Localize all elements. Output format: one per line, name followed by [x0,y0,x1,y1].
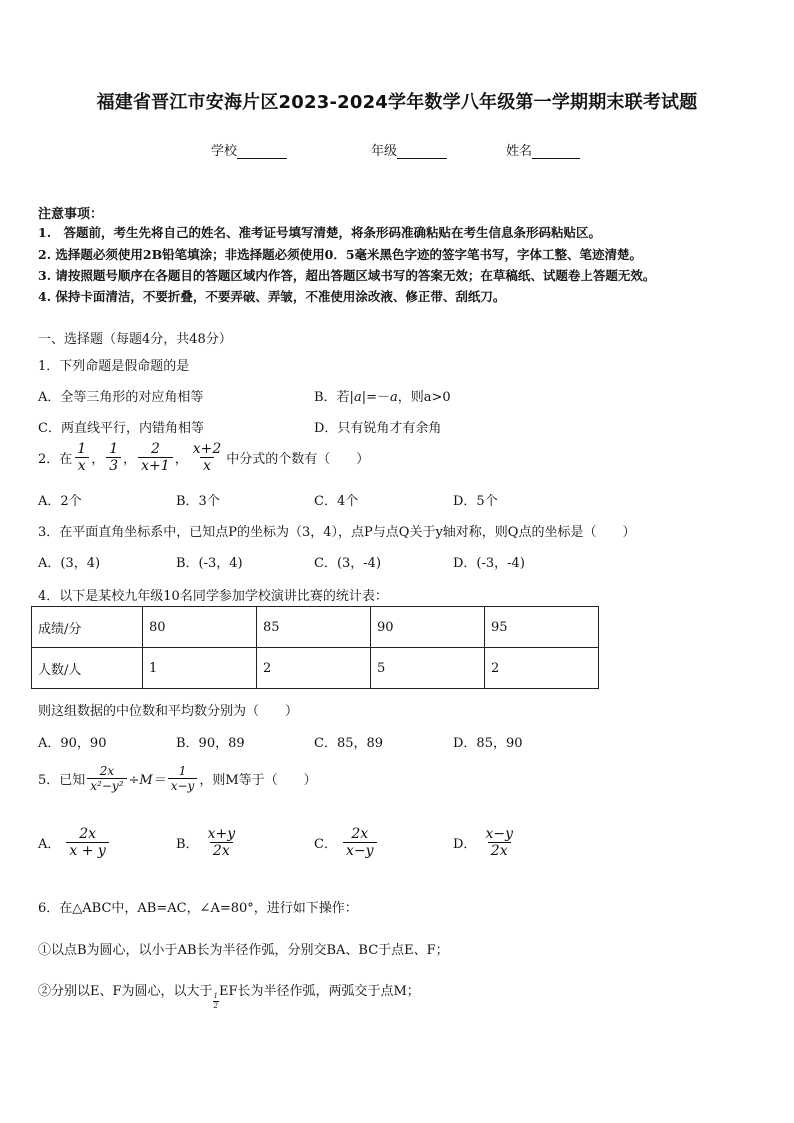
table-cell: 2 [257,648,371,689]
q3-option-c: C．(3，-4) [314,556,382,571]
q5-option-b: B． $\frac{x+y}{2x}$ [176,826,238,859]
table-cell: 1 [143,648,257,689]
grade-blank [397,144,447,159]
q6-step-1: ①以点B为圆心，以小于AB长为半径作弧，分别交BA、BC于点E、F； [38,943,449,958]
fraction: $\frac{2x}{x-y}$ [343,826,377,859]
table-row [32,607,599,648]
q1-option-d: D．只有锐角才有余角 [314,421,442,436]
fraction: $\frac{1}{x}$ [74,441,89,474]
q4-option-d: D．85，90 [453,736,523,751]
fraction: $\frac{2x}{x + y}$ [66,826,108,859]
notice-item: 1. 答题前，考生先将自己的姓名、准考证号填写清楚，将条形码准确粘贴在考生信息条形码粘贴区。 [38,225,602,240]
fraction: $\frac{2x}{\text{x²−y²}}$ [87,764,126,793]
table-cell: 80 [143,607,257,648]
score-table [31,606,599,689]
q3-stem: 3．在平面直角坐标系中，已知点P的坐标为（3，4），点P与点Q关于y轴对称，则Q点的坐标是（ ） [38,525,636,540]
q5-stem: 5．已知 $\frac{2x}{\text{x²−y²}}$ ÷M＝ $\frac{1}{x-y}$ ，则M等于（ ） [38,764,317,793]
q2-option-d: D．5个 [453,494,498,509]
q4-stem: 4．以下是某校九年级10名同学参加学校演讲比赛的统计表： [38,589,388,604]
q5-option-c: C． $\frac{2x}{x-y}$ [314,826,377,859]
table-cell: 2 [485,648,599,689]
q1-stem: 1．下列命题是假命题的是 [38,359,190,374]
fraction: $\frac{x+y}{2x}$ [207,826,236,859]
q4-option-c: C．85，89 [314,736,384,751]
notice-item: 4. 保持卡面清洁，不要折叠，不要弄破、弄皱，不准使用涂改液、修正带、刮纸刀。 [38,289,506,304]
q5-option-a: A． $\frac{2x}{x + y}$ [38,826,109,859]
q2-option-a: A．2个 [38,494,82,509]
q1-option-b: B．若|a|=－a，则a>0 [314,390,451,405]
table-cell: 90 [371,607,485,648]
q2-option-b: B．3个 [176,494,220,509]
grade-field [371,140,447,159]
q1-option-c: C．两直线平行，内错角相等 [38,421,204,436]
q1-option-a: A．全等三角形的对应角相等 [38,390,204,405]
name-field [506,140,580,159]
table-cell: 人数/人 [32,648,143,689]
notice-item: 3. 请按照题号顺序在各题目的答题区域内作答，超出答题区域书写的答案无效；在草稿纸、试题卷上答题无效。 [38,268,656,283]
fraction: $\frac{2}{x+1}$ [138,441,173,474]
name-label: 姓名 [506,144,533,159]
q3-option-a: A．(3，4) [38,556,101,571]
q3-option-d: D．(-3，-4) [453,556,525,571]
school-field [211,140,287,159]
table-cell: 85 [257,607,371,648]
q2-stem: 2．在 $\frac{1}{x}$ ， $\frac{1}{3}$ ， $\frac{2}{x+1}$ ， $\frac{x+2}{x}$ 中分式的个数有（ ） [38,441,370,474]
grade-label: 年级 [371,144,398,159]
q4-question: 则这组数据的中位数和平均数分别为（ ） [38,704,299,719]
table-cell: 5 [371,648,485,689]
q4-option-a: A．90，90 [38,736,107,751]
notice-item: 2. 选择题必须使用2B铅笔填涂；非选择题必须使用0．5毫米黑色字迹的签字笔书写，字体工整、笔迹清楚。 [38,247,643,262]
page-title: 福建省晋江市安海片区2023-2024学年数学八年级第一学期期末联考试题 [96,92,698,113]
fraction: $\frac{1}{3}$ [106,441,121,474]
fraction: $\frac{x-y}{2x}$ [485,826,513,859]
notice-heading: 注意事项： [38,207,104,222]
school-blank [237,144,287,159]
q5-option-d: D． $\frac{x-y}{2x}$ [453,826,516,859]
school-label: 学校 [211,144,238,159]
q3-option-b: B．(-3，4) [176,556,243,571]
q6-stem: 6．在△ABC中，AB=AC，∠A=80°，进行如下操作： [38,901,358,916]
section-heading: 一、选择题（每题4分，共48分） [38,332,232,347]
q4-option-b: B．90，89 [176,736,245,751]
fraction: $\frac{x+2}{x}$ [192,441,222,474]
table-row [32,648,599,689]
name-blank [532,144,580,159]
table-cell: 成绩/分 [32,607,143,648]
q6-step-2: ②分别以E、F为圆心，以大于 $\frac{1}{2}$ EF长为半径作弧，两弧交于点M； [38,984,420,1010]
table-cell: 95 [485,607,599,648]
q2-option-c: C．4个 [314,494,359,509]
fraction: $\frac{1}{x-y}$ [168,764,198,793]
fraction: $\frac{1}{2}$ [213,992,218,1010]
